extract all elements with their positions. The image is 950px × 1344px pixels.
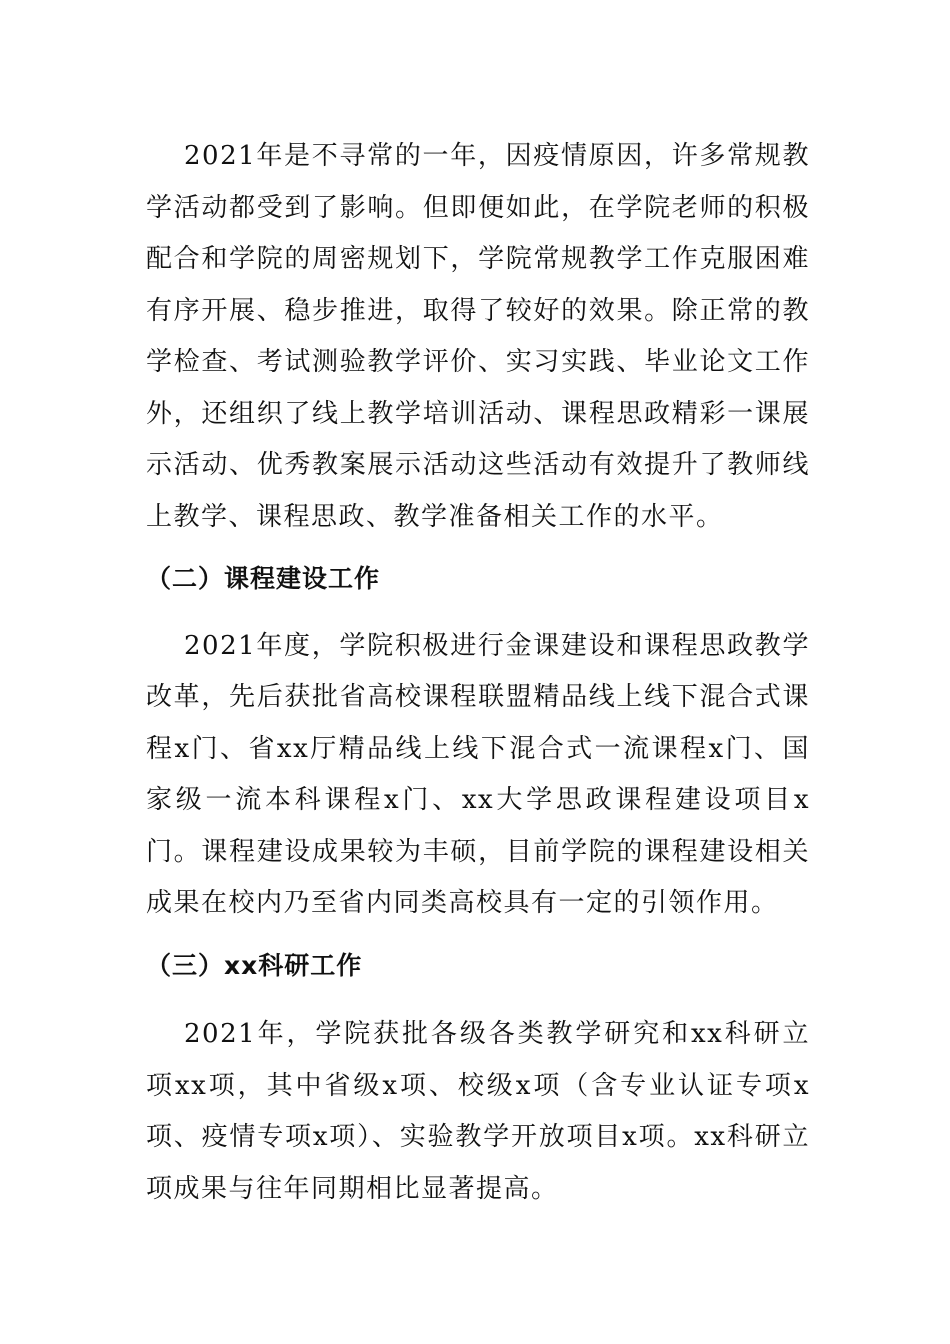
section-heading-research-work: （三）xx科研工作 (146, 950, 363, 980)
section-heading-course-construction: （二）课程建设工作 (146, 564, 381, 593)
paragraph-research-work: 2021年，学院获批各级各类教学研究和xx科研立项xx项，其中省级x项、校级x项（含专业认证专项x项、疫情专项x项）、实验教学开放项目x项。xx科研立项成果与往年同期相比显著提高。 (146, 1019, 810, 1204)
document-body (146, 131, 810, 1215)
paragraph-course-construction: 2021年度，学院积极进行金课建设和课程思政教学改革，先后获批省高校课程联盟精品线上线下混合式课程x门、省xx厅精品线上线下混合式一流课程x门、国家级一流本科课程x门、xx大学思政课程建设项目x门。课程建设成果较为丰硕，目前学院的课程建设相关成果在校内乃至省内同类高校具有一定的引领作用。 (146, 630, 810, 918)
paragraph-teaching-work: 2021年是不寻常的一年，因疫情原因，许多常规教学活动都受到了影响。但即便如此，在学院老师的积极配合和学院的周密规划下，学院常规教学工作克服困难有序开展、稳步推进，取得了较好的效果。除正常的教学检查、考试测验教学评价、实习实践、毕业论文工作外，还组织了线上教学培训活动、课程思政精彩一课展示活动、优秀教案展示活动这些活动有效提升了教师线上教学、课程思政、教学准备相关工作的水平。 (146, 141, 810, 532)
